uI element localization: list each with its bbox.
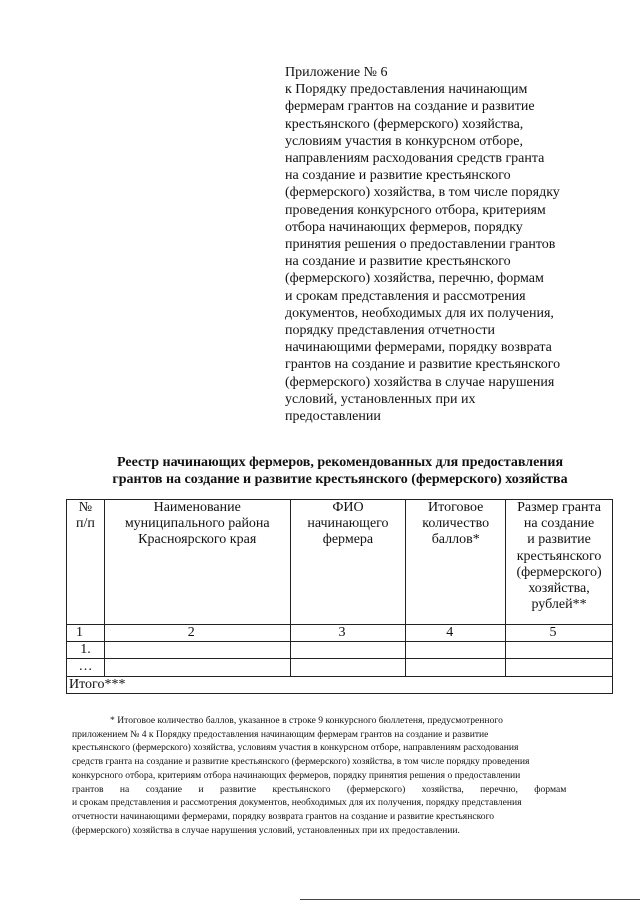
header-line: №: [78, 500, 93, 515]
table-cell: [104, 642, 290, 659]
appendix-line: принятия решения о предоставлении грантов: [285, 237, 556, 253]
appendix-block: [285, 64, 615, 425]
appendix-line: условиям участия в конкурсном отборе,: [285, 133, 523, 149]
column-number-text: 3: [338, 625, 346, 640]
row-number: …: [67, 659, 105, 676]
column-number: [290, 625, 406, 642]
column-number-text: 1: [75, 625, 83, 640]
appendix-title: Приложение № 6: [285, 65, 388, 80]
header-line: крестьянского: [516, 548, 602, 564]
registry-title: [40, 455, 640, 488]
appendix-line: к Порядку предоставления начинающим: [285, 82, 528, 98]
footnote-line: и срокам представления и рассмотрения документов, необходимых для их получения, порядку представления: [72, 797, 522, 809]
appendix-line: и срокам представления и рассмотрения: [285, 288, 526, 304]
header-line: Итоговое: [428, 500, 484, 515]
header-line: ФИО: [332, 500, 364, 515]
table-row: [67, 659, 613, 676]
table-cell: [290, 642, 406, 659]
registry-title-line: грантов на создание и развитие крестьянского (фермерского) хозяйства: [112, 471, 568, 487]
column-number: [104, 625, 290, 642]
column-number-text: 4: [446, 625, 454, 640]
footnote-line: (фермерского) хозяйства в случае нарушения условий, установленных при их предоставлении.: [72, 824, 460, 836]
table-header-row: [67, 500, 613, 625]
column-number: [67, 625, 105, 642]
row-number: 1.: [67, 642, 105, 659]
header-line: баллов*: [431, 532, 480, 548]
footnote-line: приложением № 4 к Порядку предоставления начинающим фермерам грантов на создание и развитие: [72, 728, 489, 740]
column-number: [406, 625, 506, 642]
bottom-rule: [300, 899, 640, 900]
footnote-line: средств гранта на создание и развитие крестьянского (фермерского) хозяйства, в том числе порядку проведения: [72, 756, 530, 768]
header-line: п/п: [76, 516, 95, 532]
header-line: Размер гранта: [517, 500, 601, 515]
appendix-line: на создание и развитие крестьянского: [285, 254, 511, 270]
appendix-line: (фермерского) хозяйства, в том числе порядку: [285, 185, 560, 201]
column-number-row: [67, 625, 613, 642]
appendix-line: крестьянского (фермерского) хозяйства,: [285, 116, 524, 132]
header-line: рублей**: [531, 597, 587, 613]
appendix-line: грантов на создание и развитие крестьянского: [285, 357, 561, 373]
header-farmer-name: [290, 500, 406, 625]
header-line: муниципального района: [124, 516, 270, 532]
appendix-line: предоставлении: [285, 409, 381, 425]
footnote: [72, 714, 600, 837]
header-district: [104, 500, 290, 625]
appendix-line: отбора начинающих фермеров, порядку: [285, 219, 523, 235]
header-number: [67, 500, 105, 625]
header-line: начинающего: [307, 516, 389, 532]
header-line: на создание: [523, 516, 595, 532]
header-line: и развитие: [527, 532, 591, 548]
footnote-line: конкурсного отбора, критериям отбора начинающих фермеров, порядку принятия решения о предоставлении: [72, 769, 521, 781]
appendix-line: документов, необходимых для их получения,: [285, 305, 554, 321]
header-line: количество: [422, 516, 490, 532]
appendix-line: (фермерского) хозяйства в случае нарушения: [285, 374, 555, 390]
table-cell: [506, 659, 613, 676]
appendix-line: проведения конкурсного отбора, критериям: [285, 202, 546, 218]
header-line: хозяйства,: [528, 581, 590, 597]
table-cell: [290, 659, 406, 676]
table-cell: [406, 642, 506, 659]
table-cell: [104, 659, 290, 676]
appendix-line: условий, установленных при их: [285, 391, 476, 407]
footnote-line: * Итоговое количество баллов, указанное в строке 9 конкурсного бюллетеня, предусмотренного: [110, 715, 503, 726]
registry-table: [66, 499, 613, 694]
registry-title-line: Реестр начинающих фермеров, рекомендованных для предоставления: [116, 455, 564, 470]
header-grant-amount: [506, 500, 613, 625]
footnote-line: крестьянского (фермерского) хозяйства, условиям участия в конкурсном отборе, направлениям расходования: [72, 742, 519, 754]
total-label: Итого***: [67, 676, 613, 693]
total-row: [67, 676, 613, 693]
column-number-text: 5: [549, 625, 557, 640]
table-cell: [506, 642, 613, 659]
header-score: [406, 500, 506, 625]
table-row: [67, 642, 613, 659]
header-line: Красноярского края: [138, 532, 257, 548]
footnote-line: отчетности начинающими фермерами, порядку возврата грантов на создание и развитие крестьянского: [72, 810, 495, 822]
appendix-line: фермерам грантов на создание и развитие: [285, 99, 535, 115]
appendix-line: начинающими фермерами, порядку возврата: [285, 340, 552, 356]
appendix-line: на создание и развитие крестьянского: [285, 168, 511, 184]
appendix-line: порядку представления отчетности: [285, 323, 496, 339]
column-number-text: 2: [187, 625, 195, 640]
footnote-line: грантов на создание и развитие крестьянского (фермерского) хозяйства, перечню, формам: [72, 783, 567, 795]
appendix-line: (фермерского) хозяйства, перечню, формам: [285, 271, 544, 287]
table-cell: [406, 659, 506, 676]
appendix-line: направлениям расходования средств гранта: [285, 151, 545, 167]
header-line: Наименование: [153, 500, 241, 515]
header-line: (фермерского): [516, 564, 602, 580]
column-number: [506, 625, 613, 642]
header-line: фермера: [322, 532, 374, 548]
